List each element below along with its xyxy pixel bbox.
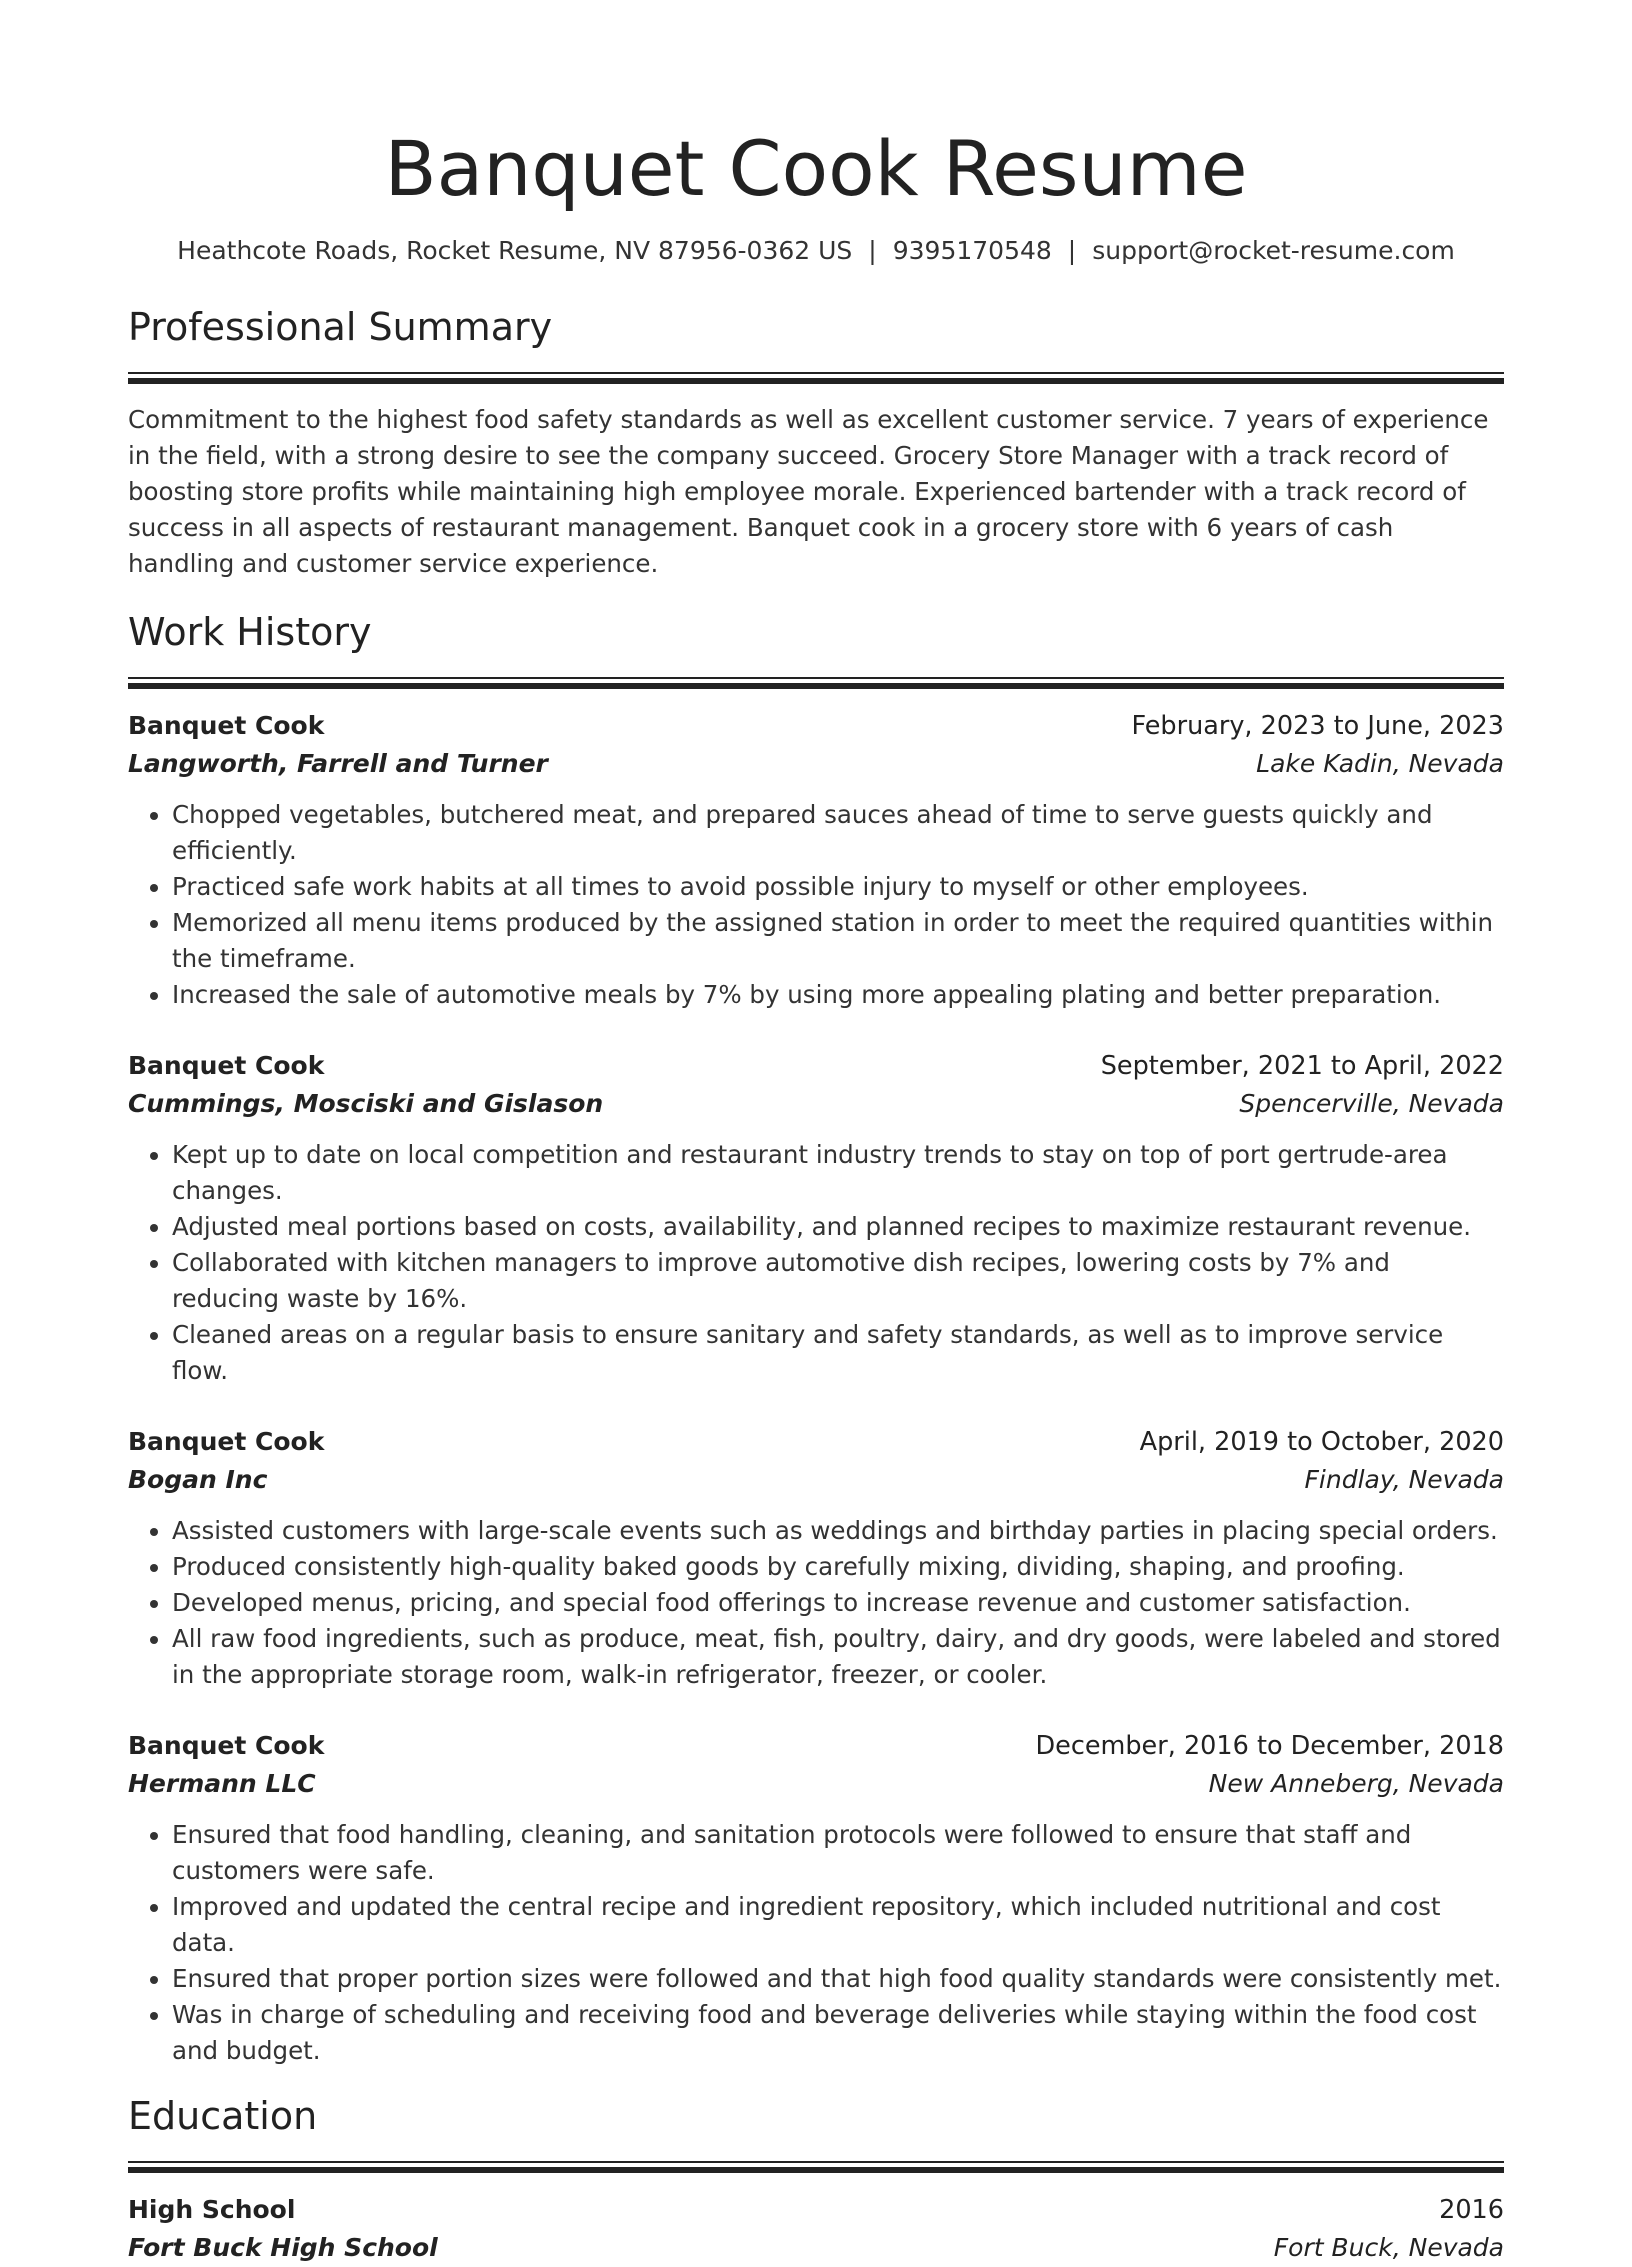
resume-title: Banquet Cook Resume xyxy=(384,124,1248,213)
education-heading: Education xyxy=(128,2093,318,2138)
job-bullet: • Adjusted meal portions based on costs, availability, and planned recipes to maximize restaurant revenue. xyxy=(172,1209,1504,1245)
job-location: Findlay, Nevada xyxy=(1304,1464,1504,1494)
job-bullet: • Was in charge of scheduling and receiving food and beverage deliveries while staying within the food cost and budget. xyxy=(172,1997,1504,2069)
education-section-header xyxy=(128,2091,1504,2173)
job-entry xyxy=(128,1423,1504,1693)
job-bullets xyxy=(128,1513,1504,1693)
job-bullet: • Chopped vegetables, butchered meat, and prepared sauces ahead of time to serve guests quickly and efficiently. xyxy=(172,797,1504,869)
job-company: Langworth, Farrell and Turner xyxy=(128,748,548,778)
summary-heading: Professional Summary xyxy=(128,305,553,349)
job-location: Lake Kadin, Nevada xyxy=(1256,748,1504,778)
job-bullet: • Practiced safe work habits at all times to avoid possible injury to myself or other employees. xyxy=(172,869,1504,905)
contact-email: support@rocket-resume.com xyxy=(1092,236,1455,265)
section-divider-thick xyxy=(128,683,1504,689)
job-bullet: • Ensured that food handling, cleaning, and sanitation protocols were followed to ensure that staff and customers were safe. xyxy=(172,1817,1504,1889)
education-entry xyxy=(128,2191,1504,2267)
work-section-header xyxy=(128,607,1504,689)
education-year: 2016 xyxy=(1439,2194,1504,2225)
education-degree: High School xyxy=(128,2194,296,2224)
education-school: Fort Buck High School xyxy=(128,2232,438,2262)
job-location: Spencerville, Nevada xyxy=(1239,1088,1504,1118)
section-divider-thick xyxy=(128,2167,1504,2173)
job-bullet: • Cleaned areas on a regular basis to ensure sanitary and safety standards, as well as to improve service flow. xyxy=(172,1317,1504,1389)
job-bullets xyxy=(128,1137,1504,1389)
section-divider-thick xyxy=(128,378,1504,384)
job-entry xyxy=(128,1047,1504,1389)
job-bullet: • Ensured that proper portion sizes were followed and that high food quality standards were consistently met. xyxy=(172,1961,1504,1997)
contact-separator: | xyxy=(868,236,877,265)
job-title: Banquet Cook xyxy=(128,710,325,740)
contact-line xyxy=(128,234,1504,268)
job-entry xyxy=(128,1727,1504,2069)
work-history-list xyxy=(128,707,1504,2069)
job-title: Banquet Cook xyxy=(128,1730,325,1760)
job-bullet: • Increased the sale of automotive meals by 7% by using more appealing plating and better preparation. xyxy=(172,977,1504,1013)
section-divider-thin xyxy=(128,677,1504,679)
job-company: Cummings, Mosciski and Gislason xyxy=(128,1088,604,1118)
job-entry xyxy=(128,707,1504,1013)
job-title: Banquet Cook xyxy=(128,1050,325,1080)
job-bullet: • Improved and updated the central recipe and ingredient repository, which included nutritional and cost data. xyxy=(172,1889,1504,1961)
job-company: Hermann LLC xyxy=(128,1768,316,1798)
job-bullet: • Kept up to date on local competition and restaurant industry trends to stay on top of port gertrude-area changes. xyxy=(172,1137,1504,1209)
section-divider-thin xyxy=(128,2161,1504,2163)
job-bullet: • Assisted customers with large-scale events such as weddings and birthday parties in placing special orders. xyxy=(172,1513,1504,1549)
job-bullet: • Produced consistently high-quality baked goods by carefully mixing, dividing, shaping, and proofing. xyxy=(172,1549,1504,1585)
job-dates: February, 2023 to June, 2023 xyxy=(1131,710,1504,741)
education-location: Fort Buck, Nevada xyxy=(1273,2232,1504,2262)
job-bullets xyxy=(128,1817,1504,2069)
job-dates: December, 2016 to December, 2018 xyxy=(1035,1730,1504,1761)
contact-address: Heathcote Roads, Rocket Resume, NV 87956-0362 US xyxy=(177,236,853,265)
job-bullets xyxy=(128,797,1504,1013)
contact-phone: 9395170548 xyxy=(892,236,1052,265)
job-dates: September, 2021 to April, 2022 xyxy=(1100,1050,1504,1081)
job-title: Banquet Cook xyxy=(128,1426,325,1456)
job-bullet: • All raw food ingredients, such as produce, meat, fish, poultry, dairy, and dry goods, were labeled and stored in the appropriate storage room, walk-in refrigerator, freezer, or cooler. xyxy=(172,1621,1504,1693)
summary-text: Commitment to the highest food safety standards as well as excellent customer service. 7 years of experience in the field, with a strong desire to see the company succeed. Grocery Store Manager with a track record of boosting store profits while maintaining high employee morale. Experienced bartender with a track record of success in all aspects of restaurant management. Banquet cook in a grocery store with 6 years of cash handling and customer service experience. xyxy=(128,405,1489,578)
job-dates: April, 2019 to October, 2020 xyxy=(1139,1426,1504,1457)
section-divider-thin xyxy=(128,372,1504,374)
job-bullet: • Collaborated with kitchen managers to improve automotive dish recipes, lowering costs by 7% and reducing waste by 16%. xyxy=(172,1245,1504,1317)
summary-section-header xyxy=(128,302,1504,384)
job-company: Bogan Inc xyxy=(128,1464,268,1494)
contact-separator: | xyxy=(1067,236,1077,265)
work-heading: Work History xyxy=(128,609,372,654)
job-bullet: • Developed menus, pricing, and special food offerings to increase revenue and customer satisfaction. xyxy=(172,1585,1504,1621)
job-location: New Anneberg, Nevada xyxy=(1208,1768,1504,1798)
job-bullet: • Memorized all menu items produced by the assigned station in order to meet the required quantities within the timeframe. xyxy=(172,905,1504,977)
